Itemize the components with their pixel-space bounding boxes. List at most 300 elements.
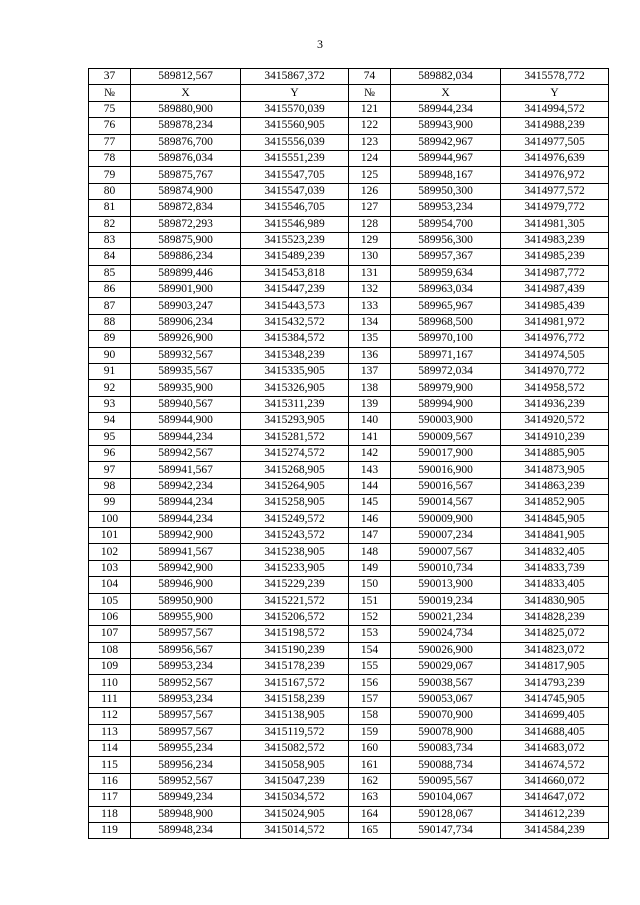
- x-coordinate-cell: 589940,567: [131, 396, 241, 412]
- y-coordinate-cell: 3414987,772: [501, 265, 609, 281]
- point-number-cell: 102: [89, 544, 131, 560]
- x-coordinate-cell: 590038,567: [391, 675, 501, 691]
- x-coordinate-cell: 589963,034: [391, 282, 501, 298]
- table-row: [89, 134, 609, 150]
- y-coordinate-cell: 3414830,905: [501, 593, 609, 609]
- point-number-cell: 123: [349, 134, 391, 150]
- table-row-first: [89, 69, 609, 85]
- point-number-cell: 105: [89, 593, 131, 609]
- point-number-cell: 75: [89, 101, 131, 117]
- x-coordinate-cell: 589944,234: [131, 495, 241, 511]
- y-coordinate-cell: 3414977,505: [501, 134, 609, 150]
- point-number-cell: 79: [89, 167, 131, 183]
- point-number-cell: 111: [89, 691, 131, 707]
- x-coordinate-cell: 589957,567: [131, 708, 241, 724]
- table-row: [89, 757, 609, 773]
- x-coordinate-cell: 589957,367: [391, 249, 501, 265]
- point-number-cell: 109: [89, 659, 131, 675]
- y-coordinate-cell: 3414745,905: [501, 691, 609, 707]
- x-coordinate-cell: 589953,234: [131, 659, 241, 675]
- x-coordinate-cell: 589954,700: [391, 216, 501, 232]
- x-coordinate-cell: 589957,567: [131, 626, 241, 642]
- x-coordinate-cell: 589886,234: [131, 249, 241, 265]
- point-number-cell: 110: [89, 675, 131, 691]
- point-number-cell: 129: [349, 232, 391, 248]
- x-coordinate-cell: 589941,567: [131, 462, 241, 478]
- y-coordinate-cell: 3414976,639: [501, 150, 609, 166]
- x-coordinate-cell: 589953,234: [131, 691, 241, 707]
- y-coordinate-cell: 3415547,039: [241, 183, 349, 199]
- x-coordinate-cell: 589942,567: [131, 445, 241, 461]
- x-coordinate-cell: 590009,900: [391, 511, 501, 527]
- point-number-cell: 158: [349, 708, 391, 724]
- point-number-cell: 159: [349, 724, 391, 740]
- point-number-cell: 91: [89, 364, 131, 380]
- x-coordinate-cell: 590078,900: [391, 724, 501, 740]
- point-number-cell: 95: [89, 429, 131, 445]
- x-coordinate-cell: 590083,734: [391, 741, 501, 757]
- y-coordinate-cell: 3415335,905: [241, 364, 349, 380]
- point-number-cell: 116: [89, 773, 131, 789]
- x-coordinate-cell: 589876,700: [131, 134, 241, 150]
- x-coordinate-cell: 590104,067: [391, 790, 501, 806]
- table-row: [89, 691, 609, 707]
- x-coordinate-cell: 589970,100: [391, 331, 501, 347]
- y-coordinate-cell: 3414647,072: [501, 790, 609, 806]
- y-coordinate-cell: 3414699,405: [501, 708, 609, 724]
- x-coordinate-cell: 590013,900: [391, 577, 501, 593]
- y-coordinate-cell: 3414584,239: [501, 822, 609, 838]
- table-row: [89, 708, 609, 724]
- table-row: [89, 101, 609, 117]
- point-number-cell: 164: [349, 806, 391, 822]
- y-coordinate-cell: 3414828,239: [501, 609, 609, 625]
- y-coordinate-cell: 3415229,239: [241, 577, 349, 593]
- x-coordinate-cell: 589944,234: [131, 429, 241, 445]
- table-row: [89, 511, 609, 527]
- y-coordinate-cell: 3414852,905: [501, 495, 609, 511]
- y-coordinate-cell: 3414845,905: [501, 511, 609, 527]
- point-number-cell: 142: [349, 445, 391, 461]
- point-number-cell: 162: [349, 773, 391, 789]
- point-number-cell: 130: [349, 249, 391, 265]
- table-row: [89, 741, 609, 757]
- x-coordinate-cell: 590009,567: [391, 429, 501, 445]
- x-coordinate-cell: 590016,567: [391, 478, 501, 494]
- y-coordinate-cell: 3414825,072: [501, 626, 609, 642]
- point-number-cell: 151: [349, 593, 391, 609]
- y-coordinate-cell: 3414985,439: [501, 298, 609, 314]
- table-row: [89, 314, 609, 330]
- point-number-cell: 155: [349, 659, 391, 675]
- x-coordinate-cell: 590014,567: [391, 495, 501, 511]
- point-number-cell: 82: [89, 216, 131, 232]
- y-coordinate-cell: 3415453,818: [241, 265, 349, 281]
- point-number-cell: 126: [349, 183, 391, 199]
- point-number-cell: 140: [349, 413, 391, 429]
- table-row: [89, 200, 609, 216]
- point-number-cell: 92: [89, 380, 131, 396]
- y-coordinate-cell: 3415047,239: [241, 773, 349, 789]
- point-number-cell: 150: [349, 577, 391, 593]
- table-row: [89, 462, 609, 478]
- y-coordinate-cell: 3415138,905: [241, 708, 349, 724]
- y-coordinate-cell: 3414970,772: [501, 364, 609, 380]
- y-coordinate-cell: 3414832,405: [501, 544, 609, 560]
- y-coordinate-cell: 3415293,905: [241, 413, 349, 429]
- point-number-cell: 134: [349, 314, 391, 330]
- x-coordinate-cell: 589952,567: [131, 773, 241, 789]
- y-coordinate-cell: 3414920,572: [501, 413, 609, 429]
- x-coordinate-cell: 589952,567: [131, 675, 241, 691]
- y-coordinate-cell: 3414688,405: [501, 724, 609, 740]
- point-number-cell: 37: [89, 69, 131, 85]
- x-coordinate-cell: 589926,900: [131, 331, 241, 347]
- table-row: [89, 331, 609, 347]
- x-coordinate-cell: 590024,734: [391, 626, 501, 642]
- table-row: [89, 806, 609, 822]
- point-number-cell: 103: [89, 560, 131, 576]
- y-coordinate-cell: 3415082,572: [241, 741, 349, 757]
- y-coordinate-cell: 3414823,072: [501, 642, 609, 658]
- point-number-cell: 139: [349, 396, 391, 412]
- point-number-cell: 124: [349, 150, 391, 166]
- point-number-cell: 137: [349, 364, 391, 380]
- point-number-cell: 144: [349, 478, 391, 494]
- y-coordinate-cell: 3414974,505: [501, 347, 609, 363]
- y-coordinate-cell: 3415058,905: [241, 757, 349, 773]
- x-coordinate-cell: 589944,234: [131, 511, 241, 527]
- coordinates-table: [88, 68, 609, 839]
- y-coordinate-cell: 3414977,572: [501, 183, 609, 199]
- point-number-cell: 127: [349, 200, 391, 216]
- y-coordinate-cell: 3415867,372: [241, 69, 349, 85]
- y-coordinate-cell: 3415206,572: [241, 609, 349, 625]
- point-number-cell: 80: [89, 183, 131, 199]
- x-coordinate-cell: 590095,567: [391, 773, 501, 789]
- table-row: [89, 413, 609, 429]
- table-row: [89, 724, 609, 740]
- x-coordinate-cell: 590007,567: [391, 544, 501, 560]
- y-coordinate-cell: 3414936,239: [501, 396, 609, 412]
- table-row: [89, 249, 609, 265]
- y-coordinate-cell: 3415551,239: [241, 150, 349, 166]
- point-number-cell: 108: [89, 642, 131, 658]
- table-row: [89, 626, 609, 642]
- point-number-cell: 125: [349, 167, 391, 183]
- x-coordinate-cell: 589959,634: [391, 265, 501, 281]
- point-number-cell: 86: [89, 282, 131, 298]
- x-coordinate-cell: 589955,234: [131, 741, 241, 757]
- x-coordinate-cell: 589903,247: [131, 298, 241, 314]
- point-number-cell: 98: [89, 478, 131, 494]
- point-number-cell: 96: [89, 445, 131, 461]
- point-number-cell: 152: [349, 609, 391, 625]
- y-coordinate-cell: 3415158,239: [241, 691, 349, 707]
- point-number-cell: 122: [349, 118, 391, 134]
- x-coordinate-cell: 589872,293: [131, 216, 241, 232]
- y-coordinate-cell: 3414994,572: [501, 101, 609, 117]
- y-coordinate-cell: 3415560,905: [241, 118, 349, 134]
- x-coordinate-cell: 589942,234: [131, 478, 241, 494]
- point-number-cell: 107: [89, 626, 131, 642]
- y-coordinate-cell: 3415348,239: [241, 347, 349, 363]
- x-coordinate-cell: 589948,167: [391, 167, 501, 183]
- point-number-cell: 165: [349, 822, 391, 838]
- point-number-cell: 128: [349, 216, 391, 232]
- x-coordinate-cell: 590053,067: [391, 691, 501, 707]
- y-coordinate-cell: 3414988,239: [501, 118, 609, 134]
- point-number-cell: 113: [89, 724, 131, 740]
- x-coordinate-cell: 589935,900: [131, 380, 241, 396]
- x-coordinate-cell: 589878,234: [131, 118, 241, 134]
- coordinates-table-body: [89, 69, 609, 839]
- point-number-cell: 147: [349, 527, 391, 543]
- point-number-cell: 97: [89, 462, 131, 478]
- x-coordinate-cell: 590070,900: [391, 708, 501, 724]
- point-number-cell: 99: [89, 495, 131, 511]
- x-coordinate-cell: 590088,734: [391, 757, 501, 773]
- table-row: [89, 364, 609, 380]
- point-number-cell: 156: [349, 675, 391, 691]
- table-row: [89, 282, 609, 298]
- table-row: [89, 675, 609, 691]
- y-coordinate-cell: 3415570,039: [241, 101, 349, 117]
- table-row: [89, 445, 609, 461]
- table-row: [89, 265, 609, 281]
- point-number-cell: 115: [89, 757, 131, 773]
- y-coordinate-cell: 3414985,239: [501, 249, 609, 265]
- point-number-cell: 114: [89, 741, 131, 757]
- x-coordinate-cell: 589968,500: [391, 314, 501, 330]
- x-coordinate-cell: 590147,734: [391, 822, 501, 838]
- table-row: [89, 429, 609, 445]
- x-coordinate-cell: 589950,900: [131, 593, 241, 609]
- x-coordinate-cell: 589880,900: [131, 101, 241, 117]
- x-coordinate-cell: 589874,900: [131, 183, 241, 199]
- y-coordinate-cell: 3414833,739: [501, 560, 609, 576]
- point-number-cell: 143: [349, 462, 391, 478]
- x-coordinate-cell: 589979,900: [391, 380, 501, 396]
- point-number-cell: 93: [89, 396, 131, 412]
- y-coordinate-cell: 3415119,572: [241, 724, 349, 740]
- point-number-cell: 100: [89, 511, 131, 527]
- point-number-cell: 157: [349, 691, 391, 707]
- y-coordinate-cell: 3414612,239: [501, 806, 609, 822]
- y-coordinate-cell: 3415274,572: [241, 445, 349, 461]
- point-number-cell: 78: [89, 150, 131, 166]
- y-coordinate-cell: 3414976,772: [501, 331, 609, 347]
- x-coordinate-cell: 589971,167: [391, 347, 501, 363]
- point-number-cell: 146: [349, 511, 391, 527]
- x-coordinate-cell: 589942,900: [131, 560, 241, 576]
- point-number-cell: 88: [89, 314, 131, 330]
- y-coordinate-cell: 3415190,239: [241, 642, 349, 658]
- x-coordinate-cell: 589943,900: [391, 118, 501, 134]
- x-coordinate-cell: 589901,900: [131, 282, 241, 298]
- point-number-cell: 135: [349, 331, 391, 347]
- x-coordinate-cell: 589944,967: [391, 150, 501, 166]
- point-number-cell: 121: [349, 101, 391, 117]
- y-coordinate-cell: 3415311,239: [241, 396, 349, 412]
- point-number-cell: 77: [89, 134, 131, 150]
- y-coordinate-cell: 3415178,239: [241, 659, 349, 675]
- header-number: №: [89, 85, 131, 101]
- x-coordinate-cell: 589956,234: [131, 757, 241, 773]
- point-number-cell: 148: [349, 544, 391, 560]
- y-coordinate-cell: 3414910,239: [501, 429, 609, 445]
- y-coordinate-cell: 3414793,239: [501, 675, 609, 691]
- x-coordinate-cell: 589956,300: [391, 232, 501, 248]
- y-coordinate-cell: 3414958,572: [501, 380, 609, 396]
- x-coordinate-cell: 589935,567: [131, 364, 241, 380]
- y-coordinate-cell: 3414863,239: [501, 478, 609, 494]
- y-coordinate-cell: 3415546,705: [241, 200, 349, 216]
- y-coordinate-cell: 3415221,572: [241, 593, 349, 609]
- table-row: [89, 150, 609, 166]
- x-coordinate-cell: 589972,034: [391, 364, 501, 380]
- x-coordinate-cell: 589948,900: [131, 806, 241, 822]
- x-coordinate-cell: 589932,567: [131, 347, 241, 363]
- header-x: X: [391, 85, 501, 101]
- x-coordinate-cell: 589875,900: [131, 232, 241, 248]
- y-coordinate-cell: 3415024,905: [241, 806, 349, 822]
- y-coordinate-cell: 3415249,572: [241, 511, 349, 527]
- y-coordinate-cell: 3415384,572: [241, 331, 349, 347]
- table-row: [89, 183, 609, 199]
- point-number-cell: 161: [349, 757, 391, 773]
- y-coordinate-cell: 3414885,905: [501, 445, 609, 461]
- point-number-cell: 112: [89, 708, 131, 724]
- point-number-cell: 85: [89, 265, 131, 281]
- x-coordinate-cell: 589872,834: [131, 200, 241, 216]
- y-coordinate-cell: 3414979,772: [501, 200, 609, 216]
- table-row: [89, 495, 609, 511]
- x-coordinate-cell: 589882,034: [391, 69, 501, 85]
- point-number-cell: 138: [349, 380, 391, 396]
- table-row: [89, 298, 609, 314]
- x-coordinate-cell: 590128,067: [391, 806, 501, 822]
- point-number-cell: 106: [89, 609, 131, 625]
- x-coordinate-cell: 590029,067: [391, 659, 501, 675]
- x-coordinate-cell: 590021,234: [391, 609, 501, 625]
- x-coordinate-cell: 589956,567: [131, 642, 241, 658]
- table-row: [89, 478, 609, 494]
- y-coordinate-cell: 3415014,572: [241, 822, 349, 838]
- table-header-row: [89, 85, 609, 101]
- point-number-cell: 149: [349, 560, 391, 576]
- table-row: [89, 232, 609, 248]
- table-row: [89, 380, 609, 396]
- point-number-cell: 94: [89, 413, 131, 429]
- x-coordinate-cell: 589899,446: [131, 265, 241, 281]
- y-coordinate-cell: 3414987,439: [501, 282, 609, 298]
- x-coordinate-cell: 590016,900: [391, 462, 501, 478]
- y-coordinate-cell: 3415233,905: [241, 560, 349, 576]
- x-coordinate-cell: 590017,900: [391, 445, 501, 461]
- x-coordinate-cell: 589994,900: [391, 396, 501, 412]
- table-row: [89, 609, 609, 625]
- point-number-cell: 104: [89, 577, 131, 593]
- y-coordinate-cell: 3415258,905: [241, 495, 349, 511]
- header-x: X: [131, 85, 241, 101]
- y-coordinate-cell: 3415447,239: [241, 282, 349, 298]
- y-coordinate-cell: 3415443,573: [241, 298, 349, 314]
- table-row: [89, 593, 609, 609]
- y-coordinate-cell: 3415556,039: [241, 134, 349, 150]
- x-coordinate-cell: 589950,300: [391, 183, 501, 199]
- y-coordinate-cell: 3414873,905: [501, 462, 609, 478]
- table-row: [89, 659, 609, 675]
- table-row: [89, 773, 609, 789]
- point-number-cell: 163: [349, 790, 391, 806]
- y-coordinate-cell: 3415546,989: [241, 216, 349, 232]
- header-y: Y: [501, 85, 609, 101]
- x-coordinate-cell: 589942,900: [131, 527, 241, 543]
- x-coordinate-cell: 589955,900: [131, 609, 241, 625]
- y-coordinate-cell: 3415264,905: [241, 478, 349, 494]
- table-row: [89, 790, 609, 806]
- y-coordinate-cell: 3415167,572: [241, 675, 349, 691]
- y-coordinate-cell: 3415523,239: [241, 232, 349, 248]
- table-row: [89, 544, 609, 560]
- x-coordinate-cell: 589953,234: [391, 200, 501, 216]
- point-number-cell: 117: [89, 790, 131, 806]
- x-coordinate-cell: 590010,734: [391, 560, 501, 576]
- x-coordinate-cell: 589944,900: [131, 413, 241, 429]
- table-row: [89, 822, 609, 838]
- y-coordinate-cell: 3414817,905: [501, 659, 609, 675]
- y-coordinate-cell: 3415198,572: [241, 626, 349, 642]
- x-coordinate-cell: 590026,900: [391, 642, 501, 658]
- x-coordinate-cell: 589812,567: [131, 69, 241, 85]
- y-coordinate-cell: 3414981,305: [501, 216, 609, 232]
- table-row: [89, 577, 609, 593]
- point-number-cell: 74: [349, 69, 391, 85]
- point-number-cell: 133: [349, 298, 391, 314]
- y-coordinate-cell: 3414981,972: [501, 314, 609, 330]
- x-coordinate-cell: 590019,234: [391, 593, 501, 609]
- point-number-cell: 76: [89, 118, 131, 134]
- point-number-cell: 136: [349, 347, 391, 363]
- table-row: [89, 216, 609, 232]
- point-number-cell: 83: [89, 232, 131, 248]
- table-row: [89, 560, 609, 576]
- x-coordinate-cell: 589944,234: [391, 101, 501, 117]
- y-coordinate-cell: 3415238,905: [241, 544, 349, 560]
- y-coordinate-cell: 3414983,239: [501, 232, 609, 248]
- y-coordinate-cell: 3414660,072: [501, 773, 609, 789]
- x-coordinate-cell: 589946,900: [131, 577, 241, 593]
- y-coordinate-cell: 3414841,905: [501, 527, 609, 543]
- y-coordinate-cell: 3414833,405: [501, 577, 609, 593]
- x-coordinate-cell: 589906,234: [131, 314, 241, 330]
- table-row: [89, 527, 609, 543]
- y-coordinate-cell: 3415243,572: [241, 527, 349, 543]
- x-coordinate-cell: 589942,967: [391, 134, 501, 150]
- y-coordinate-cell: 3415547,705: [241, 167, 349, 183]
- x-coordinate-cell: 589941,567: [131, 544, 241, 560]
- point-number-cell: 141: [349, 429, 391, 445]
- point-number-cell: 119: [89, 822, 131, 838]
- point-number-cell: 154: [349, 642, 391, 658]
- table-row: [89, 167, 609, 183]
- x-coordinate-cell: 589948,234: [131, 822, 241, 838]
- y-coordinate-cell: 3415268,905: [241, 462, 349, 478]
- table-row: [89, 118, 609, 134]
- point-number-cell: 90: [89, 347, 131, 363]
- x-coordinate-cell: 589949,234: [131, 790, 241, 806]
